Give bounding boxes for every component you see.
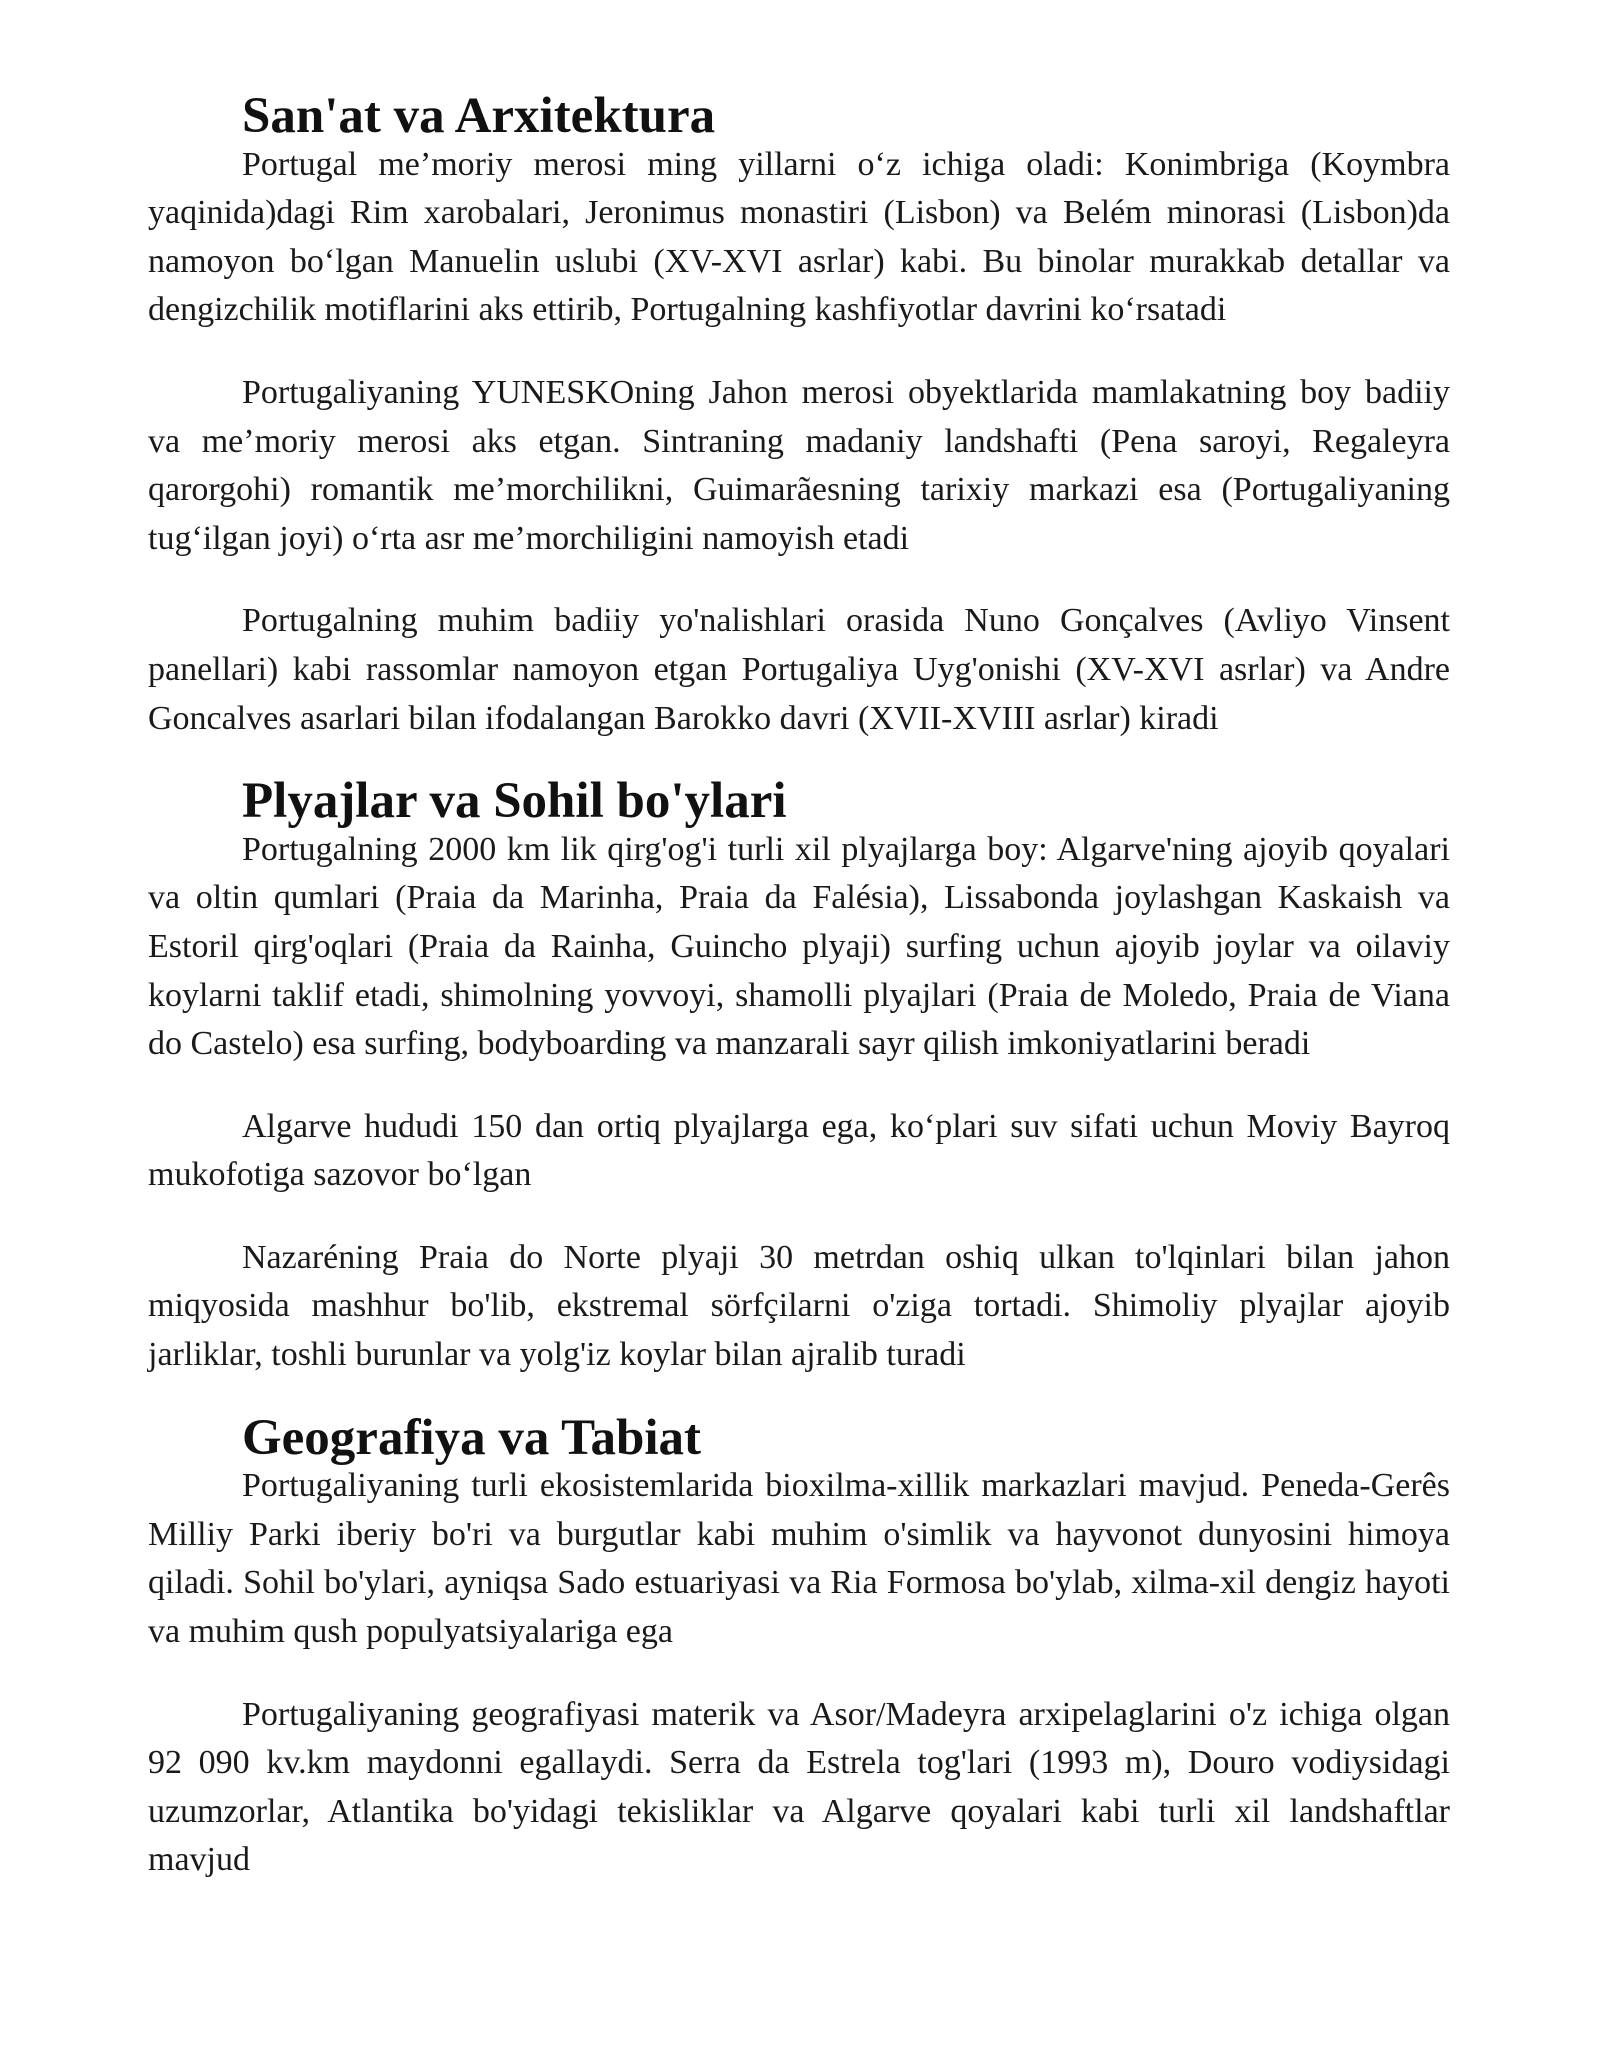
- paragraph: Portugalning muhim badiiy yo'nalishlari orasida Nuno Gonçalves (Avliyo Vinsent panellari) kabi rassomlar namoyon etgan Portugaliya Uyg'onishi (XV-XVI asrlar) va Andre Goncalves asarlari bilan ifodalangan Barokko davri (XVII-XVIII asrlar) kiradi: [148, 602, 1450, 737]
- paragraph: Portugaliyaning geografiyasi materik va Asor/Madeyra arxipelaglarini o'z ichiga olgan 92 090 kv.km maydonni egallaydi. Serra da Estrela tog'lari (1993 m), Douro vodiysidagi uzumzorlar, Atlantika bo'yidagi tekisliklar va Algarve qoyalari kabi turli xil landshaftlar mavjud: [148, 1695, 1450, 1879]
- paragraph: Portugal me’moriy merosi ming yillarni o‘z ichiga oladi: Konimbriga (Koymbra yaqinida)dagi Rim xarobalari, Jeronimus monastiri (Lisbon) va Belém minorasi (Lisbon)da namoyon bo‘lgan Manuelin uslubi (XV-XVI asrlar) kabi. Bu binolar murakkab detallar va dengizchilik motiflarini aks ettirib, Portugalning kashfiyotlar davrini ko‘rsatadi: [148, 145, 1450, 329]
- paragraph: Portugaliyaning turli ekosistemlarida bioxilma-xillik markazlari mavjud. Peneda-Gerês Milliy Parki iberiy bo'ri va burgutlar kabi muhim o'simlik va hayvonot dunyosini himoya qiladi. Sohil bo'ylari, ayniqsa Sado estuariyasi va Ria Formosa bo'ylab, xilma-xil dengiz hayoti va muhim qush populyatsiyalariga ega: [148, 1467, 1450, 1651]
- document-page: [148, 88, 1450, 1885]
- section-art-architecture: [148, 88, 1450, 743]
- section-geography-nature: [148, 1409, 1450, 1885]
- paragraph: Nazaréning Praia do Norte plyaji 30 metrdan oshiq ulkan to'lqinlari bilan jahon miqyosida mashhur bo'lib, ekstremal sörfçilarni o'ziga tortadi. Shimoliy plyajlar ajoyib jarliklar, toshli burunlar va yolg'iz koylar bilan ajralib turadi: [148, 1238, 1450, 1374]
- section-heading: San'at va Arxitektura: [242, 88, 716, 144]
- section-beaches-coast: [148, 773, 1450, 1380]
- section-heading: Geografiya va Tabiat: [242, 1409, 702, 1466]
- paragraph: Portugaliyaning YUNESKOning Jahon merosi obyektlarida mamlakatning boy badiiy va me’moriy merosi aks etgan. Sintraning madaniy landshafti (Pena saroyi, Regaleyra qarorgohi) romantik me’morchilikni, Guimarãesning tarixiy markazi esa (Portugaliyaning tug‘ilgan joyi) o‘rta asr me’morchiligini namoyish etadi: [148, 373, 1450, 557]
- paragraph: Portugalning 2000 km lik qirg'og'i turli xil plyajlarga boy: Algarve'ning ajoyib qoyalari va oltin qumlari (Praia da Marinha, Praia da Falésia), Lissabonda joylashgan Kaskaish va Estoril qirg'oqlari (Praia da Rainha, Guincho plyaji) surfing uchun ajoyib joylar va oilaviy koylarni taklif etadi, shimolning yovvoyi, shamolli plyajlari (Praia de Moledo, Praia de Viana do Castelo) esa surfing, bodyboarding va manzarali sayr qilish imkoniyatlarini beradi: [148, 830, 1450, 1063]
- section-heading: Plyajlar va Sohil bo'ylari: [242, 773, 787, 830]
- paragraph: Algarve hududi 150 dan ortiq plyajlarga ega, ko‘plari suv sifati uchun Moviy Bayroq mukofotiga sazovor bo‘lgan: [148, 1107, 1450, 1194]
